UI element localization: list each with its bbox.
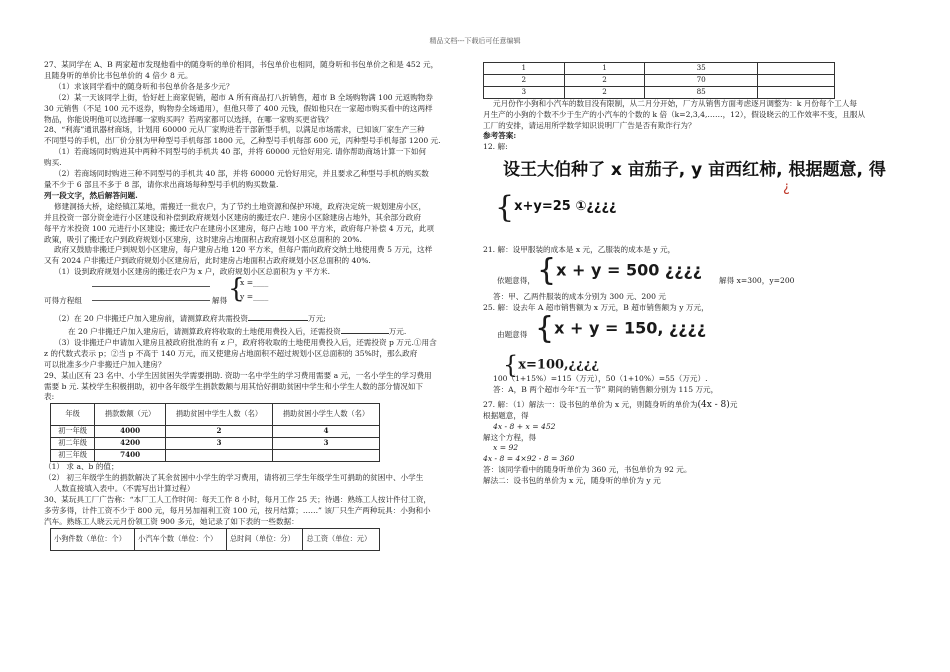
answer-27-line: 解这个方程，得: [483, 432, 537, 442]
q30-cont: 月生产的小狗的个数不少于生产的小汽车的个数的 k 倍（k=2,3,4,……，12），假设晓云的工作效率不变，且服从: [483, 109, 866, 119]
table-cell: 3: [484, 86, 565, 98]
table-cell: 1: [564, 63, 645, 75]
answer-21-label: 依题意得，: [497, 276, 535, 286]
answer-25-conclusion: 答：A，B 两个超市今年“五一节” 期间的销售额分别为 115 万元，: [493, 384, 719, 394]
table-row: [51, 450, 380, 462]
q27-line: 30 元销售（不足 100 元不返券，购物券全场通用），但他只带了 400 元钱，假如他只在一家超市购买看中的这两样: [44, 103, 433, 113]
paragraph-line: 并且投资一部分资金进行小区建设和补偿到政府规划小区建房的搬迁农户. 建房小区除建房占地外，其余部分政府: [44, 212, 421, 222]
answer-27-line: 解法二：设书包的单价为 x 元，随身听的单价为 y 元: [483, 476, 661, 486]
section-title: 列一段文字，然后解答问题.: [44, 190, 138, 200]
q29-line: 表:: [44, 392, 55, 402]
q29-line: 需要 b 元. 某校学生积极捐助，初中各年级学生捐款数额与用其恰好捐助贫困中学生和小学生人数的部分情况如下: [44, 381, 424, 391]
table-cell: 2: [166, 426, 273, 438]
table-cell: 2: [564, 74, 645, 86]
q30-line: 30、某玩具工厂广告称：“本厂工人工作时间：每天工作 8 小时，每月工作 25 天；待遇：熟练工人按计件付工资，: [44, 494, 432, 504]
right-column: [483, 60, 903, 487]
answer-25-label: 由题意得: [497, 329, 528, 339]
answer-27-expression: (4x - 8): [697, 399, 730, 410]
left-column: [44, 60, 462, 551]
equation-text: x + y = 150, ¿¿¿¿: [554, 318, 707, 338]
blank-line: [92, 280, 210, 287]
table-cell: [166, 450, 273, 462]
sub2b-end: 万元.: [388, 327, 407, 337]
answer-12-equation: [495, 190, 617, 226]
paragraph-line: 又有 2024 户非搬迁户到政府规划小区建房后，此时建房占地面积占政府规划小区总面积的 40%.: [44, 256, 371, 266]
brace: {: [535, 310, 555, 346]
table-row: [484, 86, 835, 98]
answer-21-block: [483, 253, 903, 292]
table-cell: 70: [645, 74, 758, 86]
q29-sub: 人数直接填入表中。（不需写出计算过程）: [54, 483, 195, 493]
sub2a-text: （2）在 20 户非搬迁户加入建房前，请测算政府共需投资: [54, 314, 248, 324]
table-cell: [758, 63, 835, 75]
page-header: 精品文档---下载后可任意编辑: [429, 37, 521, 45]
blank-line: [341, 325, 389, 334]
work-data-table: [483, 62, 835, 99]
q27-line: （2）某一天该同学上街，恰好赶上商家促销，超市 A 所有商品打八折销售，超市 B 全场购物满 100 元返购物券: [54, 92, 433, 102]
table-cell: 4: [273, 426, 380, 438]
table-header: 小狗件数（单位：个）: [51, 528, 135, 550]
answer-27-line: 答：该同学看中的随身听单价为 360 元，书包单价为 92 元。: [483, 465, 692, 475]
q28-line: 量不少于 6 部且不多于 8 部，请你求出商场每种型号手机的购买数量.: [44, 179, 279, 189]
table-header: 捐款数额（元）: [95, 404, 166, 426]
handwritten-setup: 设王大伯种了 x 亩茄子, y 亩西红柿, 根据题意, 得: [503, 160, 886, 181]
table-header: 捐助贫困小学生人数（名）: [273, 404, 380, 426]
q29-sub: （2） 初三年级学生的捐款解决了其余贫困中小学生的学习费用，请将初三学生年级学生可捐助的贫困中、小学生: [44, 473, 424, 482]
answer-21: 21. 解：设甲服装的成本是 x 元，乙服装的成本是 y 元，: [483, 245, 676, 255]
answer-25-calc: 100（1+15%）=115（万元），50（1+10%）=55（万元）.: [493, 373, 708, 383]
table-row: [484, 63, 835, 75]
answer-25: 25. 解：设去年 A 超市销售额为 x 万元，B 超市销售额为 y 万元，: [483, 303, 709, 313]
table-row: [51, 438, 380, 450]
paragraph-line: 政府又鼓励非搬迁户到规划小区建房，每户建房占地 120 平方米，但每户需向政府交纳土地使用费 5 万元，这样: [54, 245, 433, 255]
blank-line: [248, 312, 308, 321]
answer-27-line: 根据题意，得: [483, 410, 529, 420]
equation-text: x + y = 500 ¿¿¿¿: [556, 260, 703, 280]
table-cell: 7400: [95, 450, 166, 462]
table-row: [484, 74, 835, 86]
equation-system-block: [44, 274, 462, 312]
paragraph-line: 每平方米投资 100 元进行小区建设；搬迁农户在建房小区建房，每户占地 100 平方米，政府每户补偿 4 万元，此项: [44, 223, 435, 233]
table-cell: [758, 86, 835, 98]
table-cell: 初二年级: [51, 438, 95, 450]
q28-line: （1）若商场同时购进其中两种不同型号的手机共 40 部，并将 60000 元恰好用完. 请你帮助商场计算一下如何: [54, 147, 427, 157]
table-header: 年级: [51, 404, 95, 426]
table-cell: [273, 450, 380, 462]
equation-text: x+y=25 ①¿¿¿¿: [514, 199, 617, 215]
answer-12-label: 12. 解:: [483, 142, 508, 152]
answer-27-text: 27. 解：（1）解法一：设书包的单价为 x 元，则随身听的单价为: [483, 399, 698, 409]
answer-12-block: [483, 153, 903, 245]
table-header: 总工资（单位：元）: [303, 528, 380, 550]
q30-line: 多劳多得，计件工资不少于 800 元，每月另加福利工资 100 元，按月结算；……” 该厂只生产两种玩具：小狗和小: [44, 505, 431, 515]
answer-27: [483, 400, 903, 411]
sub-question-1: （1）设到政府规划小区建房的搬迁农户为 x 户，政府规划小区总面积为 y 平方米.: [54, 267, 331, 277]
table-cell: 4200: [95, 438, 166, 450]
brace: {: [537, 253, 557, 289]
q27-line: （1）求该同学看中的随身听和书包单价各是多少元？: [54, 81, 234, 91]
work-table: [50, 528, 380, 551]
answer-21-equation: [537, 253, 703, 289]
sub-question-3: 可以批准多少户非搬迁户加入建房？: [44, 359, 166, 369]
sub-question-3: （3）设非搬迁户申请加入建房且被政府批准的有 z 户，政府将收取的土地使用费投入后，还需投资 p 万元.①用含: [54, 337, 437, 347]
q30-cont: 元月份作小狗和小汽车的数目没有限制，从二月分开始，厂方从销售方面考虑逐月调整为：k 月份每个工人每: [493, 98, 857, 108]
table-cell: 3: [273, 438, 380, 450]
solve-label: 解得: [212, 296, 228, 306]
equation-text: x=100,¿¿¿¿: [518, 357, 600, 373]
table-row: [51, 426, 380, 438]
sub2b-text: 在 20 户非搬迁户加入建房后，请测算政府将收取的土地使用费投入后，还需投资: [68, 327, 341, 337]
q30-cont: 工厂的安排，请运用所学数学知识说明厂广告是否有欺诈行为？: [483, 120, 696, 130]
equation-label: 可得方程组: [44, 296, 82, 306]
donation-table: [50, 403, 380, 462]
q28-line: 28、“利海”通讯器材商场，计划用 60000 元从厂家购进若干部新型手机，以满足市场需求，已知该厂家生产三种: [44, 125, 425, 135]
q27-line: 27、某同学在 A、B 两家超市发现他看中的随身听的单价相同，书包单价也相同，随身听和书包单价之和是 452 元，: [44, 60, 439, 69]
q28-line: 购买.: [44, 158, 62, 168]
table-cell: 1: [484, 63, 565, 75]
table-cell: 初三年级: [51, 450, 95, 462]
sub-question-2a: [44, 312, 462, 325]
table-cell: 4000: [95, 426, 166, 438]
table-cell: 35: [645, 63, 758, 75]
answer-y: y =____: [240, 292, 269, 302]
table-cell: 初一年级: [51, 426, 95, 438]
table-cell: 85: [645, 86, 758, 98]
answer-21-solution: 解得 x=300，y=200: [719, 276, 795, 286]
answer-27-line: 4x - 8 + x = 452: [493, 421, 556, 431]
table-header: 总时间（单位：分）: [226, 528, 302, 550]
table-header: 捐助贫困中学生人数（名）: [166, 404, 273, 426]
paragraph-line: 政策，吸引了搬迁农户到政府规划小区建房，这时建房占地面积占政府规划小区总面积的 20%.: [44, 234, 362, 244]
answers-title: 参考答案:: [483, 131, 517, 141]
q30-line: 汽车。熟练工人晓云元月份领工资 900 多元，她记录了如下表的一些数据：: [44, 516, 299, 526]
brace: {: [495, 190, 515, 226]
table-cell: 2: [484, 74, 565, 86]
answer-25-equation: [535, 310, 707, 346]
q27-line: 且随身听的单价比书包单价的 4 倍少 8 元。: [44, 70, 193, 80]
answer-27-line: x = 92: [493, 443, 519, 453]
q29-line: 29、某山区有 23 名中、小学生因贫困失学需要捐助. 资助一名中学生的学习费用需要 a 元，一名小学生的学习费用: [44, 370, 432, 380]
answer-21-conclusion: 答：甲、乙两件服装的成本分别为 300 元、200 元: [493, 292, 666, 302]
garbled-mark: ¿: [783, 180, 790, 196]
q27-line: 物品，你能说明他可以选择哪一家购买吗？若两家都可以选择，在哪一家购买更省钱？: [44, 114, 333, 124]
q28-line: （2）若商场同时购进三种不同型号的手机共 40 部，并将 60000 元恰好用完，并且要求乙种型号手机的购买数: [54, 169, 429, 179]
paragraph-line: 修建洞扬大桥，途经镇江某地，需搬迁一批农户，为了节约土地资源和保护环境，政府决定统一规划建房小区，: [54, 201, 427, 211]
q28-line: 不同型号的手机，出厂价分别为甲种型号手机每部 1800 元，乙种型号手机每部 600 元，丙种型号手机每部 1200 元.: [44, 136, 441, 146]
answer-27-line: 4x - 8 = 4×92 - 8 = 360: [483, 454, 575, 464]
answer-x: x =____: [240, 278, 269, 288]
table-cell: 3: [166, 438, 273, 450]
table-cell: 2: [564, 86, 645, 98]
sub-question-2b: [44, 325, 462, 338]
answer-25-solution: [503, 350, 599, 380]
sub2a-end: 万元;: [307, 314, 326, 324]
sub-question-3: z 的代数式表示 p；②当 p 不高于 140 万元，而又使建房占地面积不超过规划小区总面积的 35%时，那么政府: [44, 348, 418, 358]
answer-27-unit: 元: [729, 399, 738, 409]
brace: {: [228, 274, 245, 305]
blank-line: [92, 294, 210, 301]
brace: {: [503, 350, 519, 379]
q29-sub: （1） 求 a、b 的值；: [44, 462, 119, 472]
table-header: 小汽车个数（单位：个）: [135, 528, 227, 550]
table-cell: [758, 74, 835, 86]
